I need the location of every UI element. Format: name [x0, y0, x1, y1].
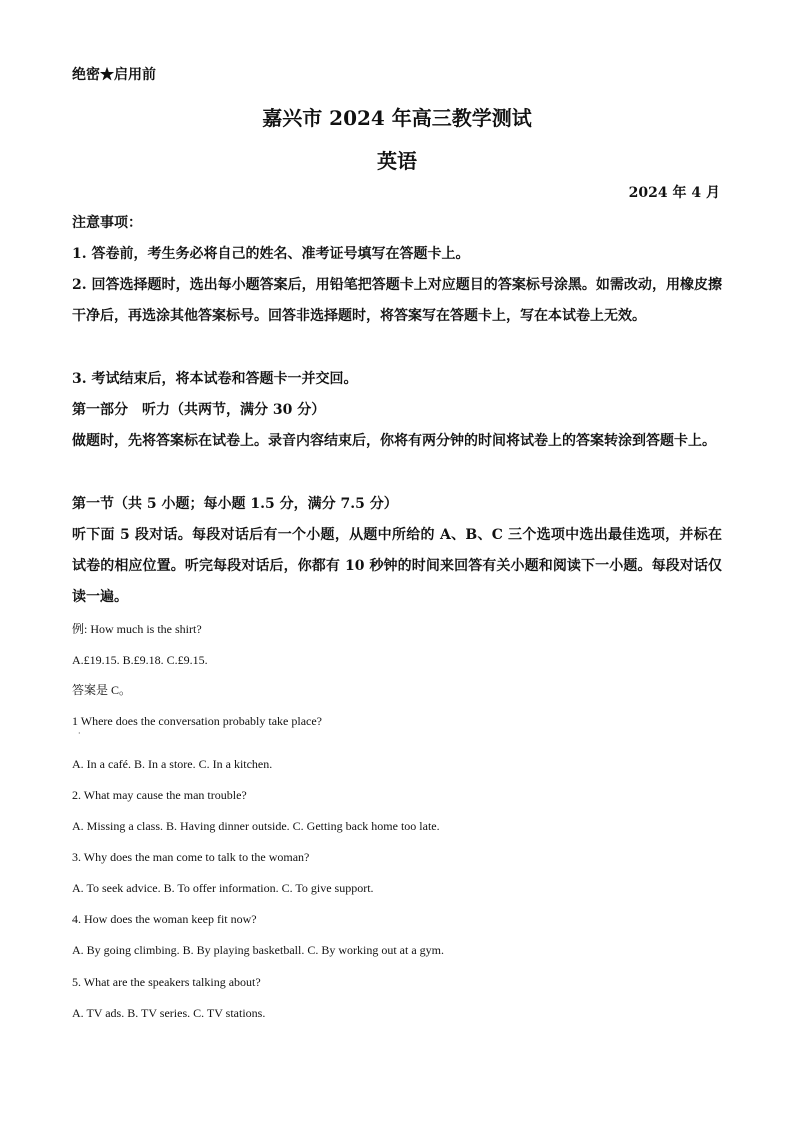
example-question: 例: How much is the shirt?: [72, 622, 202, 636]
notes-item-1: 1. 答卷前，考生务必将自己的姓名、准考证号填写在答题卡上。: [72, 246, 470, 262]
subject-title: 英语: [377, 149, 417, 173]
example-answer: 答案是 C。: [72, 683, 132, 697]
notes-item-3: 3. 考试结束后，将本试卷和答题卡一并交回。: [72, 371, 358, 387]
exam-title: 嘉兴市 2024 年高三教学测试: [262, 106, 532, 130]
example-options: A.£19.15. B.£9.18. C.£9.15.: [72, 653, 208, 667]
confidential-label: 绝密★启用前: [72, 67, 156, 83]
question-4-stem: 4. How does the woman keep fit now?: [72, 912, 257, 926]
question-5-stem: 5. What are the speakers talking about?: [72, 975, 261, 989]
section1-heading: 第一节（共 5 小题；每小题 1.5 分，满分 7.5 分）: [72, 496, 398, 512]
notes-item-2: 2. 回答选择题时，选出每小题答案后，用铅笔把答题卡上对应题目的答案标号涂黑。如需改动，用橡皮擦干净后，再选涂其他答案标号。回答非选择题时，将答案写在答题卡上，写在本试卷上无效。: [72, 277, 722, 324]
question-5-options: A. TV ads. B. TV series. C. TV stations.: [72, 1006, 266, 1020]
notes-heading: 注意事项：: [72, 215, 142, 231]
question-3-options: A. To seek advice. B. To offer information. C. To give support.: [72, 881, 374, 895]
exam-date: 2024 年 4 月: [628, 185, 720, 201]
question-2-stem: 2. What may cause the man trouble?: [72, 788, 247, 802]
question-4-options: A. By going climbing. B. By playing basketball. C. By working out at a gym.: [72, 943, 444, 957]
section1-instruction: 听下面 5 段对话。每段对话后有一个小题，从题中所给的 A、B、C 三个选项中选出最佳选项，并标在试卷的相应位置。听完每段对话后，你都有 10 秒钟的时间来回答有关小题和阅读下一小题。每段对话仅读一遍。: [72, 527, 722, 605]
question-1-options: A. In a café. B. In a store. C. In a kitchen.: [72, 757, 273, 771]
part1-instruction: 做题时，先将答案标在试卷上。录音内容结束后，你将有两分钟的时间将试卷上的答案转涂到答题卡上。: [72, 433, 716, 449]
part1-heading: 第一部分 听力（共两节，满分 30 分）: [72, 402, 326, 418]
question-1-stem: 1 Where does the conversation probably take place?: [72, 714, 323, 728]
question-3-stem: 3. Why does the man come to talk to the woman?: [72, 850, 310, 864]
question-2-options: A. Missing a class. B. Having dinner outside. C. Getting back home too late.: [72, 819, 440, 833]
question-1-dot: ·: [78, 729, 81, 738]
